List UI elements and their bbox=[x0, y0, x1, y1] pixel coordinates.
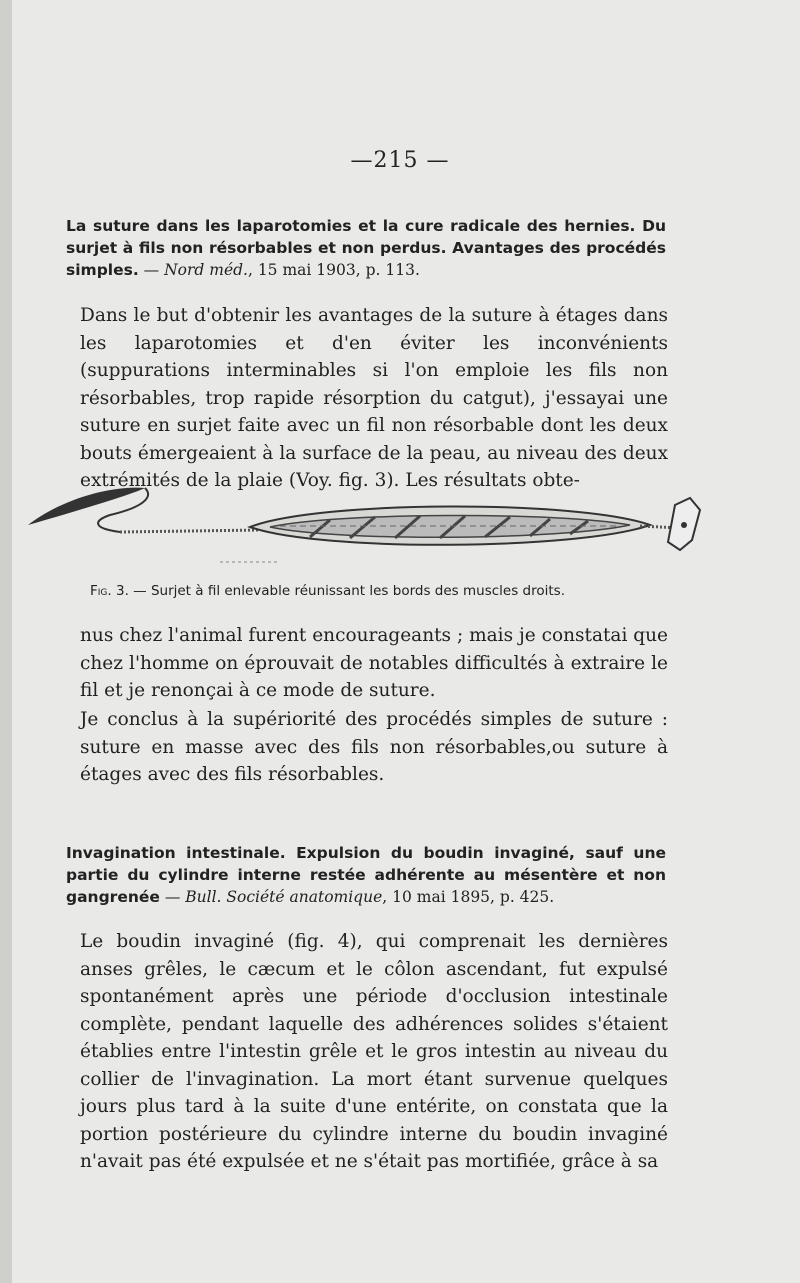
paragraph-suture-intro: Dans le but d'obtenir les avantages de la suture à étages dans les laparotomies et d'en éviter les inconvénients (suppurations interminables si l'on emploie les fils non résorbables, trop rapide résorption du catgut), j'essayai une suture en surjet faite avec un fil non résorbable dont les deux bouts émergeaient à la surface de la peau, au niveau des deux extrémités de la plaie (Voy. fig. 3). Les résultats obte- bbox=[80, 305, 668, 491]
citation: — Nord méd., 15 mai 1903, p. 113. bbox=[138, 261, 420, 279]
page-scan-edge bbox=[0, 0, 12, 1283]
paragraph-suture-results: nus chez l'animal furent encourageants ; mais je constatai que chez l'homme on éprouvait de notables difficultés à extraire le fil et je renonçai à ce mode de suture. bbox=[80, 625, 668, 701]
needle-icon bbox=[28, 488, 145, 525]
page-number: —215 — bbox=[350, 148, 450, 173]
figure-label: Fig. 3. bbox=[90, 583, 129, 599]
figure-caption-text: — Surjet à fil enlevable réunissant les bords des muscles droits. bbox=[128, 583, 565, 599]
figure-surjet-illustration bbox=[20, 480, 710, 580]
paragraph-invagination: Le boudin invaginé (fig. 4), qui comprenait les dernières anses grêles, le cæcum et le côlon ascendant, fut expulsé spontanément après une période d'occlusion intestinale complète, pendant laquelle des adhérences solides s'étaient établies entre l'intestin grêle et le gros intestin au niveau du collier de l'invagination. La mort étant survenue quelques jours plus tard à la suite d'une entérite, on constata que la portion postérieure du cylindre interne du boudin invaginé n'avait pas été expulsée et ne s'était pas mortifiée, grâce à sa bbox=[80, 931, 668, 1172]
section-heading-suture bbox=[66, 215, 666, 281]
figure-caption bbox=[90, 582, 650, 600]
section-heading-invagination bbox=[66, 842, 666, 908]
paragraph-suture-conclusion: Je conclus à la supériorité des procédés simples de suture : suture en masse avec des fils non résorbables,ou suture à étages avec des fils résorbables. bbox=[80, 709, 668, 785]
citation: — Bull. Société anatomique, 10 mai 1895, p. 425. bbox=[159, 888, 555, 906]
heading-text: La suture dans les laparotomies et la cure radicale des hernies. Du surjet à fils non résorbables et non perdus. Avantages des procédés simples. bbox=[66, 217, 666, 279]
journal-name: Nord méd. bbox=[164, 261, 248, 279]
journal-name: Bull. Société anatomique bbox=[185, 888, 383, 906]
heading-text: Invagination intestinale. Expulsion du boudin invaginé, sauf une partie du cylindre interne restée adhérente au mésentère et non gangrenée bbox=[66, 844, 666, 906]
